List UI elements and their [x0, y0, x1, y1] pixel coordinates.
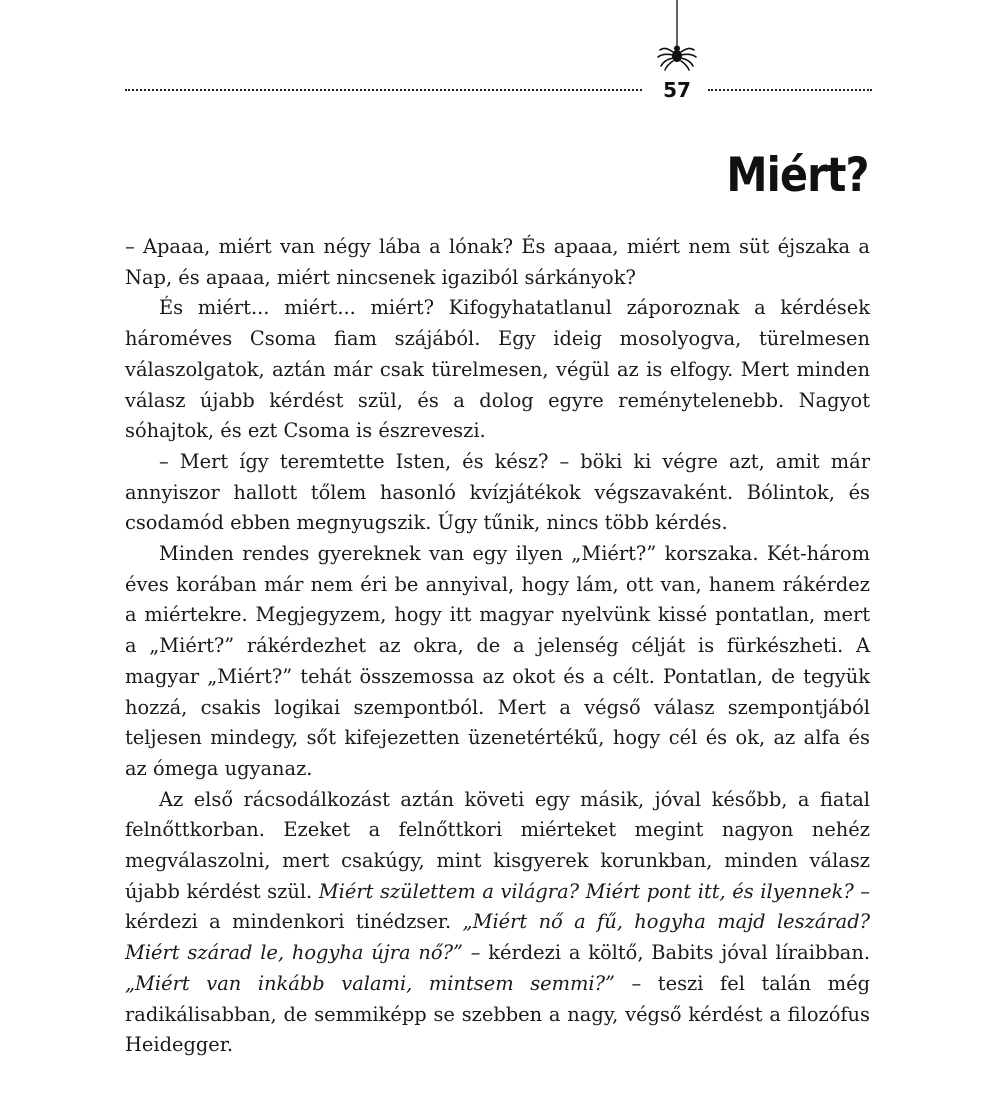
paragraph [125, 785, 870, 1061]
text-run: – Apaaa, miért van négy lába a lónak? És apaaa, miért nem süt éjszaka a Nap, és apaaa, miért nincsenek igaziból sárkányok? [125, 235, 870, 289]
paragraph [125, 232, 870, 293]
header-rule-left [125, 89, 642, 91]
header-rule-right [708, 89, 872, 91]
text-run: – teszi fel talán még radikálisabban, de semmiképp se szebben a nagy, végső kérdést a filozófus Heidegger. [125, 971, 870, 1057]
text-run: – kérdezi a költő, Babits jóval líraibban. [462, 941, 870, 965]
text-run: – kérdezi a mindenkori tinédzser. [125, 879, 870, 934]
chapter-title: Miért? [726, 148, 869, 203]
text-run: Az első rácsodálkozást aztán követi egy másik, jóval később, a fiatal felnőttkorban. Ezeket a felnőttkori miérteket megint nagyon nehéz megválaszolni, mert csakúgy, mint kisgyerek korunkban, minden válasz újabb kérdést szül. [125, 787, 870, 903]
paragraph [125, 447, 870, 539]
page-number: 57 [663, 78, 691, 102]
paragraph [125, 293, 870, 447]
text-run: Minden rendes gyereknek van egy ilyen „Miért?” korszaka. Két-három éves korában már nem éri be annyival, hogy lám, ott van, hanem rákérdez a miértekre. Megjegyzem, hogy itt magyar nyelvünk kissé pontatlan, mert a „Miért?” rákérdezhet az okra, de a jelenség célját is fürkészheti. A magyar „Miért?” tehát összemossa az okot és a célt. Pontatlan, de tegyük hozzá, csakis logikai szempontból. Mert a végső válasz szempontjából teljesen mindegy, sőt kifejezetten üzenetértékű, hogy cél és ok, az alfa és az ómega ugyanaz. [125, 542, 870, 780]
page-header [0, 0, 993, 120]
spider-icon [655, 0, 699, 72]
italic-quote: „Miért nő a fű, hogyha majd leszárad? Miért szárad le, hogyha újra nő?” [125, 910, 870, 965]
body-text [125, 232, 870, 1061]
italic-quote: „Miért van inkább valami, mintsem semmi?” [125, 971, 615, 995]
text-run: És miért... miért... miért? Kifogyhatatlanul záporoznak a kérdések hároméves Csoma fiam szájából. Egy ideig mosolyogva, türelmesen válaszolgatok, aztán már csak türelmesen, végül az is elfogy. Mert minden válasz újabb kérdést szül, és a dolog egyre reménytelenebb. Nagyot sóhajtok, és ezt Csoma is észreveszi. [125, 296, 870, 443]
text-run: – Mert így teremtette Isten, és kész? – böki ki végre azt, amit már annyiszor hallott tőlem hasonló kvízjátékok végszavaként. Bólintok, és csodamód ebben megnyugszik. Úgy tűnik, nincs több kérdés. [125, 449, 870, 535]
paragraph [125, 539, 870, 785]
italic-quote: Miért születtem a világra? Miért pont itt, és ilyennek? [318, 879, 854, 903]
